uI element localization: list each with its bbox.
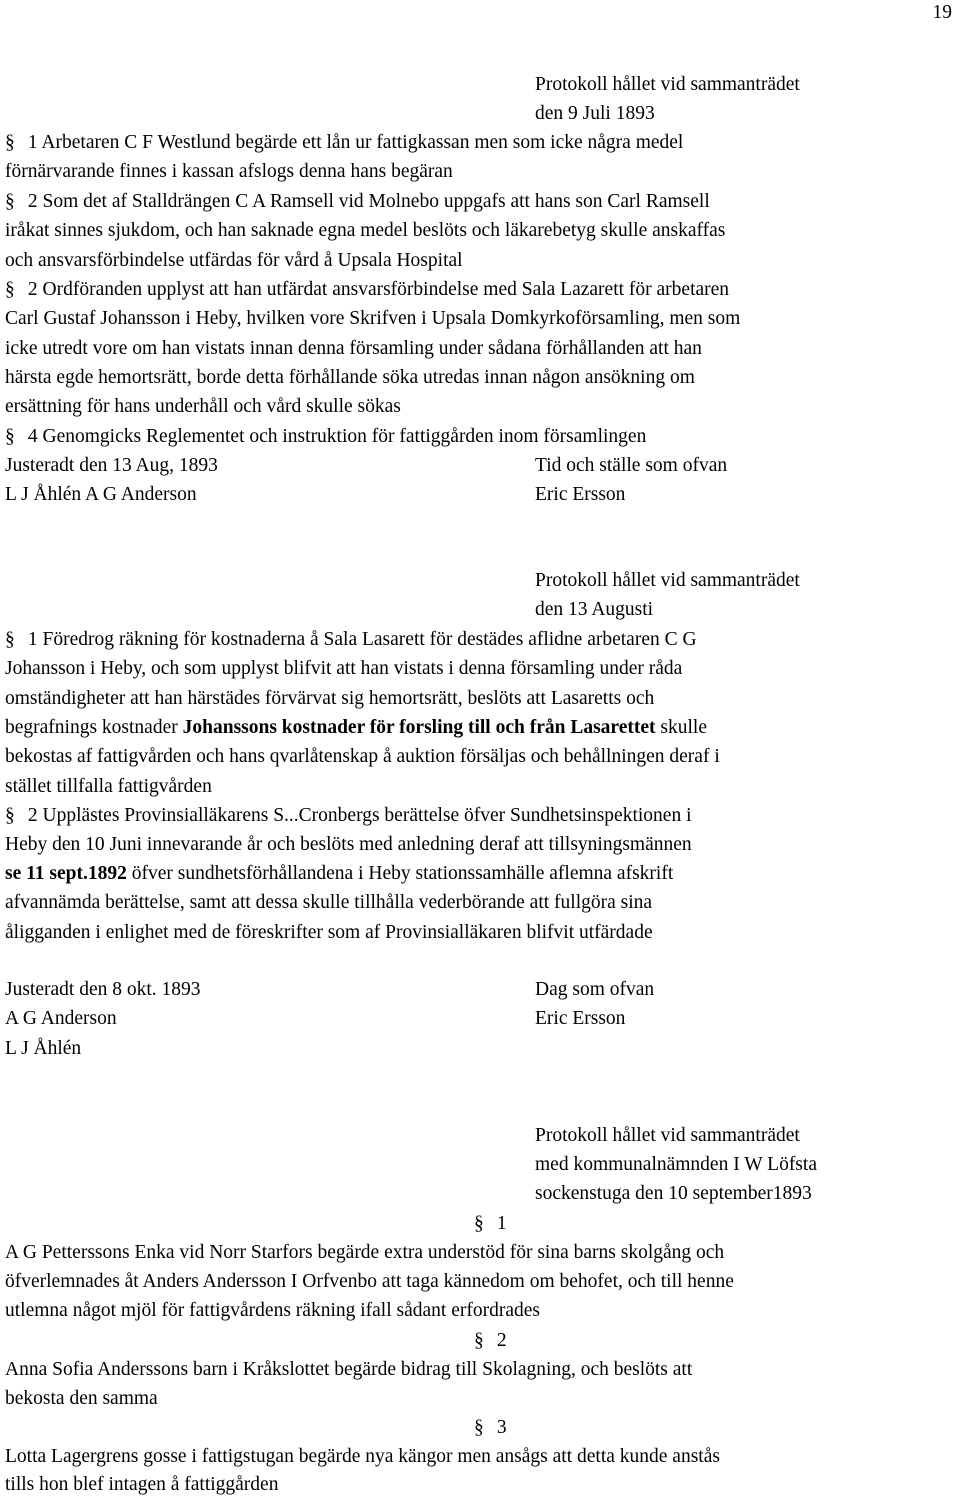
bold-year: 1892: [87, 863, 127, 884]
meeting3-header-line3: sockenstuga den 10 september1893: [535, 1183, 812, 1204]
section-symbol: §: [474, 1330, 484, 1351]
meeting1-line: ersättning för hans underhåll och vård skulle sökas: [5, 396, 401, 417]
meeting2-line: se 11 sept.1892 öfver sundhetsförhållandena i Heby stationssamhälle aflemna afskrift: [5, 863, 674, 884]
meeting2-signature-right: Dag som ofvan: [535, 979, 655, 1000]
meeting2-header-line1: Protokoll hållet vid sammanträdet: [535, 570, 800, 591]
meeting1-line: förnärvarande finnes i kassan afslogs denna hans begäran: [5, 161, 453, 182]
meeting1-line: icke utredt vore om han vistats innan denna församling under sådana förhållanden att han: [5, 338, 702, 359]
meeting2-signature-left: Justeradt den 8 okt. 1893: [5, 979, 201, 1000]
section-symbol: §: [5, 805, 15, 826]
meeting1-signature-left: Justeradt den 13 Aug, 1893: [5, 455, 218, 476]
meeting1-line: § 1 Arbetaren C F Westlund begärde ett lån ur fattigkassan men som icke några medel: [5, 132, 684, 153]
meeting2-line: § 2 Upplästes Provinsialläkarens S...Cronbergs berättelse öfver Sundhetsinspektionen i: [5, 805, 692, 826]
meeting3-line: bekosta den samma: [5, 1388, 158, 1409]
meeting3-line: tills hon blef intagen å fattiggården: [5, 1474, 279, 1495]
meeting3-line: utlemna något mjöl för fattigvårdens räkning ifall sådant erfordrades: [5, 1300, 540, 1321]
meeting1-signature-right: Eric Ersson: [535, 484, 626, 505]
section-symbol: §: [5, 426, 15, 447]
meeting1-header-line2: den 9 Juli 1893: [535, 103, 655, 124]
section-heading: § 3: [474, 1417, 507, 1438]
meeting1-signature-left: L J Åhlén A G Anderson: [5, 484, 197, 505]
section-symbol: §: [5, 279, 15, 300]
meeting1-line: § 2 Som det af Stalldrängen C A Ramsell vid Molnebo uppgafs att hans son Carl Ramsell: [5, 191, 710, 212]
meeting3-line: A G Petterssons Enka vid Norr Starfors begärde extra understöd för sina barns skolgång och: [5, 1242, 725, 1263]
bold-insertion: Johanssons kostnader för forsling till och från Lasarettet: [182, 717, 656, 738]
meeting3-header-line1: Protokoll hållet vid sammanträdet: [535, 1125, 800, 1146]
meeting3-header-line2: med kommunalnämnden I W Löfsta: [535, 1154, 817, 1175]
bold-insertion: se 11 sept.: [5, 863, 88, 884]
meeting2-line: åligganden i enlighet med de föreskrifter som af Provinsialläkaren blifvit utfärdade: [5, 922, 653, 943]
meeting2-line: bekostas af fattigvården och hans qvarlåtenskap å auktion försäljas och behållningen deraf i: [5, 746, 720, 767]
section-symbol: §: [5, 191, 15, 212]
meeting1-line: och ansvarsförbindelse utfärdas för vård å Upsala Hospital: [5, 250, 463, 271]
meeting1-line: § 2 Ordföranden upplyst att han utfärdat ansvarsförbindelse med Sala Lazarett för arbetaren: [5, 279, 730, 300]
section-symbol: §: [474, 1213, 484, 1234]
meeting2-signature-left: L J Åhlén: [5, 1038, 82, 1059]
section-symbol: §: [474, 1417, 484, 1438]
section-symbol: §: [5, 629, 15, 650]
meeting2-line: Heby den 10 Juni innevarande år och beslöts med anledning deraf att tillsyningsmännen: [5, 834, 692, 855]
meeting1-signature-right: Tid och ställe som ofvan: [535, 455, 728, 476]
section-heading: § 2: [474, 1330, 507, 1351]
meeting2-header-line2: den 13 Augusti: [535, 599, 654, 620]
meeting3-line: Lotta Lagergrens gosse i fattigstugan begärde nya kängor men ansågs att detta kunde anstås: [5, 1446, 720, 1467]
meeting2-line: begrafnings kostnader Johanssons kostnader för forsling till och från Lasarettet skulle: [5, 717, 707, 738]
section-heading: § 1: [474, 1213, 507, 1234]
meeting1-line: § 4 Genomgicks Reglementet och instruktion för fattiggården inom församlingen: [5, 426, 647, 447]
meeting1-line: härsta egde hemortsrätt, borde detta förhållande söka utredas innan någon ansökning om: [5, 367, 695, 388]
meeting1-header-line1: Protokoll hållet vid sammanträdet: [535, 74, 800, 95]
meeting2-signature-right: Eric Ersson: [535, 1008, 626, 1029]
meeting1-line: iråkat sinnes sjukdom, och han saknade egna medel beslöts och läkarebetyg skulle anskaffas: [5, 220, 726, 241]
meeting2-line: afvannämda berättelse, samt att dessa skulle tillhålla vederbörande att fullgöra sina: [5, 892, 653, 913]
meeting3-line: öfverlemnades åt Anders Andersson I Orfvenbo att taga kännedom om behofet, och till henne: [5, 1271, 734, 1292]
page-number: 19: [932, 2, 952, 23]
meeting2-line: § 1 Föredrog räkning för kostnaderna å Sala Lasarett för destädes aflidne arbetaren C G: [5, 629, 697, 650]
meeting2-signature-left: A G Anderson: [5, 1008, 117, 1029]
meeting2-line: omständigheter att han härstädes förvärvat sig hemortsrätt, beslöts att Lasaretts och: [5, 688, 655, 709]
meeting1-line: Carl Gustaf Johansson i Heby, hvilken vore Skrifven i Upsala Domkyrkoförsamling, men som: [5, 308, 741, 329]
meeting2-line: stället tillfalla fattigvården: [5, 776, 212, 797]
section-symbol: §: [5, 132, 15, 153]
meeting2-line: Johansson i Heby, och som upplyst blifvit att han vistats i denna församling under råda: [5, 658, 683, 679]
meeting3-line: Anna Sofia Anderssons barn i Kråkslottet begärde bidrag till Skolagning, och beslöts att: [5, 1359, 693, 1380]
